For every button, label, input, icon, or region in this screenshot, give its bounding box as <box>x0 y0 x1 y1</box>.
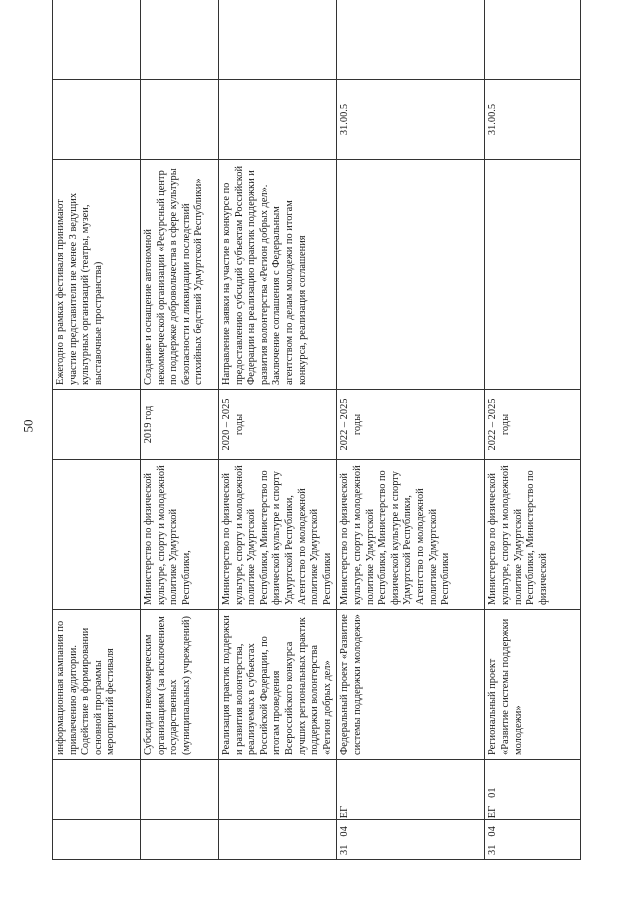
cell-spacer <box>141 760 219 820</box>
cell-activity: Реализация практик поддержки и развития волонтерства, реализуемых в субъектах Российской Федерации, по итогам проведения Всероссийского конкурса лучших региональных практик поддержки волонтерства «Регион добрых дел» <box>219 610 337 760</box>
cell-activity: Федеральный проект «Развитие системы поддержки молодежи» <box>337 610 485 760</box>
cell-period <box>53 390 141 460</box>
cell-result: Создание и оснащение автономной некоммерческой организации «Ресурсный центр по поддержке добровольчества в сфере культуры безопасности и ликвидации последствий стихийных бедствий Удмуртской Республики» <box>141 160 219 390</box>
table-row <box>485 0 581 860</box>
cell-responsible: Министерство по физической культуре, спорту и молодежной политике Удмуртской Республики, Министерство по физической культуре и спорту Удмуртской Республики, Агентство по молодежной политике Удмуртской Республики <box>337 460 485 610</box>
cell-extra <box>337 0 485 80</box>
page-number: 50 <box>20 419 36 433</box>
cell-code: 31.00.5 <box>485 80 581 160</box>
rotated-table-sheet <box>52 0 572 860</box>
cell-period: 2020 – 2025 годы <box>219 390 337 460</box>
cell-ids <box>337 805 485 860</box>
cell-responsible <box>53 460 141 610</box>
cell-code: 31.00.5 <box>337 80 485 160</box>
cell-result <box>485 160 581 390</box>
program-activities-table <box>52 0 581 860</box>
cell-spacer <box>53 760 141 820</box>
code-c2: 04 <box>339 826 351 837</box>
cell-extra <box>485 0 581 80</box>
cell-result: Ежегодно в рамках фестиваля принимают участие представители не менее 3 ведущих культурных организаций (театры, музеи, выставочные пространства) <box>53 160 141 390</box>
table-row <box>53 0 141 860</box>
cell-extra <box>219 0 337 80</box>
cell-responsible: Министерство по физической культуре, спорту и молодежной политике Удмуртской Республики, Министерство по физической культуре и спорту Удмуртской Республики, Агентство по молодежной политике Удмуртской Республики <box>219 460 337 610</box>
cell-spacer <box>219 760 337 820</box>
cell-ids <box>485 787 581 860</box>
cell-responsible: Министерство по физической культуре, спорту и молодежной политике Удмуртской Республики, Министерство по физической <box>485 460 581 610</box>
table-row <box>337 0 485 860</box>
cell-result <box>337 160 485 390</box>
code-c1: 31 <box>339 844 351 855</box>
code-c3: ЕГ <box>487 805 499 819</box>
code-c3: ЕГ <box>339 805 351 819</box>
cell-period: 2019 год <box>141 390 219 460</box>
cell-period: 2022 – 2025 годы <box>485 390 581 460</box>
cell-ids <box>141 820 219 860</box>
code-c2: 04 <box>487 826 499 837</box>
cell-spacer <box>337 760 485 820</box>
cell-activity: информационная кампания по привлечению аудитории. Содействие в формировании основной программы мероприятий фестиваля <box>53 610 141 760</box>
cell-code <box>219 80 337 160</box>
cell-period: 2022 – 2025 годы <box>337 390 485 460</box>
cell-spacer <box>485 760 581 820</box>
cell-result: Направление заявки на участие в конкурсе по предоставлению субсидий субъектам Российской Федерации на реализацию практик поддержки и развития волонтерства «Регион добрых дел». Заключение соглашения с Федеральным агентством по делам молодежи по итогам конкурса, реализация соглашения <box>219 160 337 390</box>
cell-responsible: Министерство по физической культуре, спорту и молодежной политике Удмуртской Республики, <box>141 460 219 610</box>
table-row <box>141 0 219 860</box>
cell-ids <box>219 820 337 860</box>
table-row <box>219 0 337 860</box>
cell-code <box>53 80 141 160</box>
cell-activity: Региональный проект «Развитие системы поддержки молодежи» <box>485 610 581 760</box>
code-c4: 01 <box>487 787 499 798</box>
cell-activity: Субсидии некоммерческим организациям (за исключением государственных (муниципальных) учреждений) <box>141 610 219 760</box>
code-c1: 31 <box>487 844 499 855</box>
cell-extra <box>141 0 219 80</box>
cell-code <box>141 80 219 160</box>
cell-ids <box>53 820 141 860</box>
cell-extra <box>53 0 141 80</box>
